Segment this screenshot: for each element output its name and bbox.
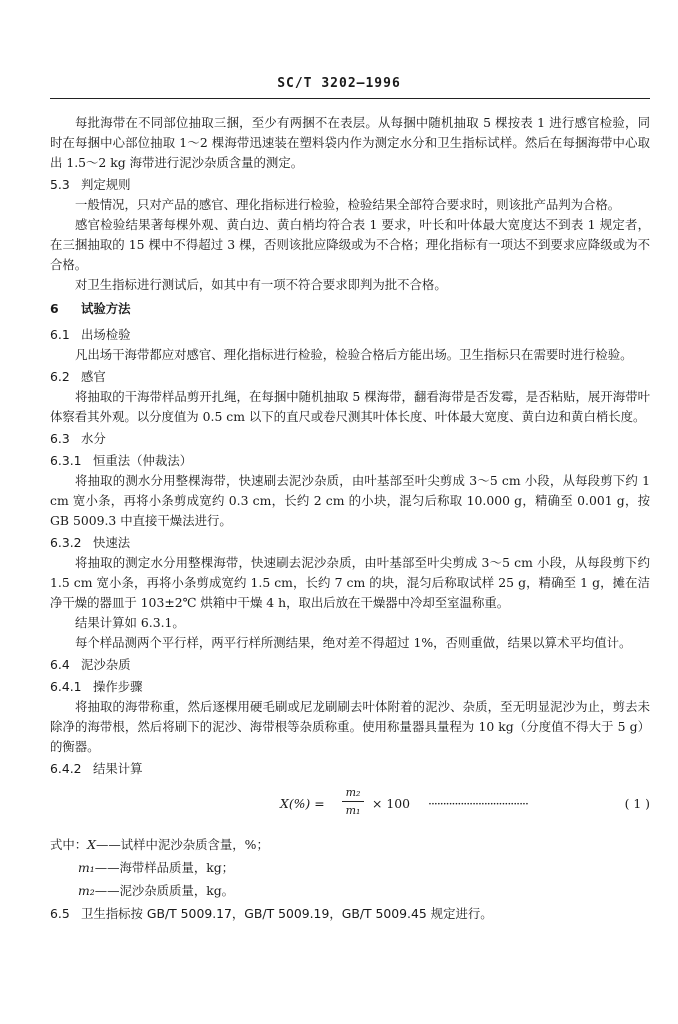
formula-leader-dots: ·································· xyxy=(428,796,528,811)
section-6-1-heading xyxy=(50,325,650,345)
rapid-method-paragraph: 将抽取的测定水分用整棵海带，快速刷去泥沙杂质，由叶基部至叶尖剪成 3～5 cm 小段，从每段剪下约 1.5 cm 宽小条，再将小条剪成宽约 1.5 cm，长约 7 cm 的块，混匀后称取试样 25 g，精确至 1 g，摊在洁净干燥的器皿于 103±2℃ 烘箱中干燥 4 h，取出后放在干燥器中冷却至室温称重。 xyxy=(50,555,650,610)
section-number: 6.4 xyxy=(50,657,70,672)
section-number: 6.3 xyxy=(50,431,70,446)
definition-text: ——海带样品质量，kg； xyxy=(94,860,235,875)
symbol-m1: m₁ xyxy=(78,860,95,875)
definition-text: ——泥沙杂质质量，kg。 xyxy=(94,883,235,898)
judgement-paragraph-2: 感官检验结果著每棵外观、黄白边、黄白梢均符合表 1 要求，叶长和叶体最大宽度达不到表 1 规定者，在三捆抽取的 15 棵中不得超过 3 棵，否则该批应降级或为不合格；理化指标有一项达不到要求应降级或为不合格。 xyxy=(50,217,650,272)
section-title: 卫生指标按 GB/T 5009.17，GB/T 5009.19，GB/T 5009.45 规定进行。 xyxy=(81,906,493,921)
definition-x xyxy=(50,833,650,856)
procedure-paragraph: 将抽取的海带称重，然后逐棵用硬毛刷或尼龙刷刷去叶体附着的泥沙、杂质，至无明显泥沙为止，剪去未除净的海带根，然后将刷下的泥沙、海带根等杂质称重。使用称量器具量程为 10 kg（分度值不得大于 5 g）的衡器。 xyxy=(50,699,650,754)
section-5-3-heading xyxy=(50,175,650,195)
section-6-3-1-heading xyxy=(50,451,650,471)
symbol-x: X xyxy=(87,837,96,852)
section-number: 6.5 xyxy=(50,906,70,921)
section-number: 6 xyxy=(50,301,59,316)
fraction-denominator: m₁ xyxy=(345,804,361,817)
standard-code-header: SC/T 3202—1996 xyxy=(277,76,401,91)
section-number: 5.3 xyxy=(50,177,70,192)
page-content xyxy=(50,113,650,924)
variable-definitions xyxy=(50,833,650,902)
judgement-paragraph-3: 对卫生指标进行测试后，如其中有一项不符合要求即判为批不合格。 xyxy=(75,277,447,292)
section-number: 6.2 xyxy=(50,369,70,384)
section-title: 恒重法（仲裁法） xyxy=(93,453,193,468)
fraction-numerator: m₂ xyxy=(345,786,361,799)
section-6-4-heading xyxy=(50,655,650,675)
section-6-4-1-heading xyxy=(50,677,650,697)
section-title: 结果计算 xyxy=(93,761,143,776)
section-6-5-heading xyxy=(50,904,650,924)
section-6-2-heading xyxy=(50,367,650,387)
parallel-sample-paragraph: 每个样品测两个平行样，两平行样所测结果，绝对差不得超过 1%，否则重做，结果以算术平均值计。 xyxy=(75,635,632,650)
result-calc-paragraph: 结果计算如 6.3.1。 xyxy=(75,615,185,630)
section-title: 判定规则 xyxy=(81,177,131,192)
header-rule xyxy=(50,98,650,99)
formula-number: ( 1 ) xyxy=(624,796,650,811)
section-6-heading xyxy=(50,299,650,319)
symbol-m2: m₂ xyxy=(78,883,95,898)
sensory-paragraph: 将抽取的干海带样品剪开扎绳，在每捆中随机抽取 5 棵海带，翻看海带是否发霉，是否粘贴，展开海带叶体察看其外观。以分度值为 0.5 cm 以下的直尺或卷尺测其叶体长度、叶体最大宽度、黄白边和黄白梢长度。 xyxy=(50,389,650,424)
fraction-bar xyxy=(342,801,364,802)
definition-text: ——试样中泥沙杂质含量，%； xyxy=(96,837,269,852)
sampling-paragraph: 每批海带在不同部位抽取三捆，至少有两捆不在表层。从每捆中随机抽取 5 棵按表 1 进行感官检验，同时在每捆中心部位抽取 1～2 棵海带迅速装在塑料袋内作为测定水分和卫生指标试样。然后在每捆海带中心取出 1.5～2 kg 海带进行泥沙杂质含量的测定。 xyxy=(50,115,650,170)
section-title: 试验方法 xyxy=(81,301,131,316)
section-title: 泥沙杂质 xyxy=(81,657,131,672)
section-6-3-heading xyxy=(50,429,650,449)
definition-intro: 式中： xyxy=(50,837,88,852)
definition-m2 xyxy=(50,879,650,902)
formula-rhs: × 100 xyxy=(372,796,410,811)
section-title: 快速法 xyxy=(93,535,131,550)
section-number: 6.4.2 xyxy=(50,761,82,776)
section-number: 6.1 xyxy=(50,327,70,342)
section-title: 出场检验 xyxy=(81,327,131,342)
formula-fraction xyxy=(342,785,364,818)
section-number: 6.4.1 xyxy=(50,679,82,694)
factory-inspection-paragraph: 凡出场干海带都应对感官、理化指标进行检验，检验合格后方能出场。卫生指标只在需要时进行检验。 xyxy=(75,347,633,362)
definition-m1 xyxy=(50,856,650,879)
section-title: 水分 xyxy=(81,431,106,446)
section-6-4-2-heading xyxy=(50,759,650,779)
judgement-paragraph-1: 一般情况，只对产品的感官、理化指标进行检验，检验结果全部符合要求时，则该批产品判为合格。 xyxy=(75,197,621,212)
section-title: 操作步骤 xyxy=(93,679,143,694)
section-number: 6.3.1 xyxy=(50,453,82,468)
constant-weight-paragraph: 将抽取的测水分用整棵海带，快速刷去泥沙杂质，由叶基部至叶尖剪成 3～5 cm 小段，从每段剪下约 1 cm 宽小条，再将小条剪成宽约 0.3 cm，长约 2 cm 的小块，混匀后称取 10.000 g，精确至 0.001 g，按 GB 5009.3 中直接干燥法进行。 xyxy=(50,473,650,528)
formula-1 xyxy=(50,783,650,825)
formula-lhs: X(%) = xyxy=(280,796,325,811)
section-title: 感官 xyxy=(81,369,106,384)
section-6-3-2-heading xyxy=(50,533,650,553)
section-number: 6.3.2 xyxy=(50,535,82,550)
